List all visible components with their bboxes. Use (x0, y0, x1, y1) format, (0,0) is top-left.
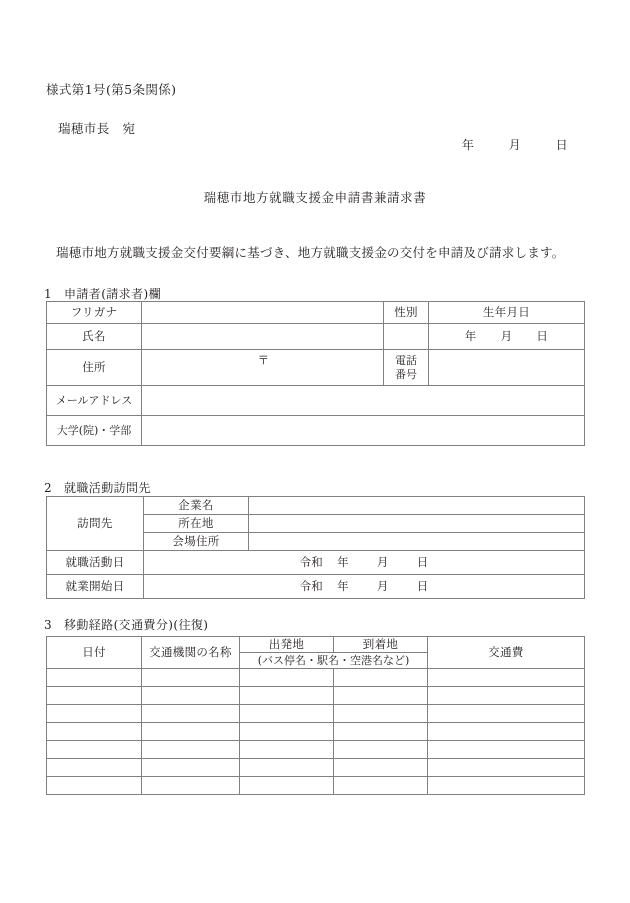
birthdate-month-label: 月 (500, 329, 513, 344)
lead-paragraph: 瑞穂市地方就職支援金交付要綱に基づき、地方就職支援金の交付を申請及び請求します。 (56, 245, 565, 260)
travel-route-table (46, 636, 585, 795)
cell-arrival[interactable] (334, 723, 428, 741)
cell-arrival[interactable] (334, 777, 428, 795)
table-row (47, 551, 585, 575)
table-row (47, 386, 585, 416)
cell-arrival[interactable] (334, 687, 428, 705)
start-date-year-label: 年 (337, 579, 349, 594)
label-company-name: 企業名 (144, 497, 249, 515)
field-activity-date[interactable] (144, 551, 585, 575)
table-row (47, 302, 585, 324)
cell-arrival[interactable] (334, 741, 428, 759)
start-date-month-label: 月 (376, 579, 389, 594)
section-2-heading (44, 479, 151, 496)
cell-date[interactable] (47, 705, 142, 723)
cell-date[interactable] (47, 741, 142, 759)
table-row (47, 777, 585, 795)
cell-date[interactable] (47, 759, 142, 777)
section-1-heading (44, 285, 161, 302)
cell-departure[interactable] (240, 705, 334, 723)
field-gender[interactable] (384, 324, 429, 350)
cell-departure[interactable] (240, 687, 334, 705)
cell-departure[interactable] (240, 741, 334, 759)
field-address[interactable] (142, 350, 384, 386)
cell-departure[interactable] (240, 759, 334, 777)
visit-target-table (46, 496, 585, 599)
section-2-title: 就職活動訪問先 (64, 481, 151, 495)
cell-transport-name[interactable] (142, 723, 240, 741)
cell-transport-name[interactable] (142, 705, 240, 723)
start-date-era: 令和 (299, 579, 324, 594)
page-title: 瑞穂市地方就職支援金申請書兼請求書 (203, 190, 427, 205)
label-start-date: 就業開始日 (47, 575, 144, 599)
table-row (47, 759, 585, 777)
start-date-day-label: 日 (416, 579, 429, 594)
column-header-arrival: 到着地 (334, 637, 428, 653)
label-furigana: フリガナ (47, 302, 142, 324)
table-row (47, 416, 585, 446)
cell-transport-name[interactable] (142, 759, 240, 777)
cell-arrival[interactable] (334, 705, 428, 723)
table-row (47, 705, 585, 723)
label-visit-target: 訪問先 (47, 497, 144, 551)
table-header-row (47, 637, 585, 653)
cell-transport-name[interactable] (142, 669, 240, 687)
cell-departure[interactable] (240, 669, 334, 687)
cell-fare[interactable] (428, 669, 585, 687)
cell-date[interactable] (47, 669, 142, 687)
label-address: 住所 (47, 350, 142, 386)
cell-transport-name[interactable] (142, 687, 240, 705)
column-header-fare: 交通費 (428, 637, 585, 669)
field-birthdate[interactable] (429, 324, 585, 350)
section-3-title: 移動経路(交通費分)(往復) (64, 618, 209, 632)
cell-date[interactable] (47, 687, 142, 705)
birthdate-day-label: 日 (536, 329, 549, 344)
date-year-label: 年 (461, 138, 475, 152)
form-number: 様式第1号(第5条関係) (46, 82, 177, 97)
cell-date[interactable] (47, 777, 142, 795)
cell-transport-name[interactable] (142, 741, 240, 759)
field-start-date[interactable] (144, 575, 585, 599)
applicant-table (46, 301, 585, 446)
submission-date-line (462, 136, 568, 153)
table-row (47, 687, 585, 705)
cell-transport-name[interactable] (142, 777, 240, 795)
table-row (47, 324, 585, 350)
postal-mark-icon: 〒 (257, 353, 270, 367)
field-company-name[interactable] (249, 497, 585, 515)
column-header-transport-name: 交通機関の名称 (142, 637, 240, 669)
label-email: メールアドレス (47, 386, 142, 416)
label-phone (384, 350, 429, 386)
field-name[interactable] (142, 324, 384, 350)
label-phone-line1: 電話 (395, 353, 417, 367)
date-month-label: 月 (508, 138, 522, 152)
label-location: 所在地 (144, 515, 249, 533)
label-activity-date: 就職活動日 (47, 551, 144, 575)
cell-fare[interactable] (428, 777, 585, 795)
date-day-label: 日 (555, 138, 568, 152)
column-header-place-note: (バス停名・駅名・空港名など) (240, 653, 428, 669)
label-university: 大学(院)・学部 (47, 416, 142, 446)
label-gender: 性別 (384, 302, 429, 324)
field-email[interactable] (142, 386, 585, 416)
column-header-departure: 出発地 (240, 637, 334, 653)
table-row (47, 497, 585, 515)
cell-fare[interactable] (428, 687, 585, 705)
field-university[interactable] (142, 416, 585, 446)
field-location[interactable] (249, 515, 585, 533)
table-row (47, 723, 585, 741)
section-1-title: 申請者(請求者)欄 (64, 287, 161, 301)
table-row (47, 741, 585, 759)
activity-date-year-label: 年 (337, 555, 349, 570)
cell-departure[interactable] (240, 777, 334, 795)
birthdate-year-label: 年 (464, 329, 477, 344)
section-1-number: 1 (44, 287, 53, 301)
cell-arrival[interactable] (334, 669, 428, 687)
table-row (47, 350, 585, 386)
section-3-number: 3 (44, 618, 53, 632)
section-3-heading (44, 616, 208, 633)
label-venue-address: 会場住所 (144, 533, 249, 551)
label-birthdate: 生年月日 (429, 302, 585, 324)
cell-fare[interactable] (428, 723, 585, 741)
cell-fare[interactable] (428, 741, 585, 759)
label-phone-line2: 番号 (395, 367, 417, 381)
activity-date-era: 令和 (299, 555, 324, 570)
cell-fare[interactable] (428, 759, 585, 777)
table-row (47, 575, 585, 599)
addressee-line: 瑞穂市長 宛 (58, 121, 136, 136)
cell-departure[interactable] (240, 723, 334, 741)
field-furigana[interactable] (142, 302, 384, 324)
section-2-number: 2 (44, 481, 53, 495)
table-row (47, 669, 585, 687)
cell-date[interactable] (47, 723, 142, 741)
field-venue-address[interactable] (249, 533, 585, 551)
cell-fare[interactable] (428, 705, 585, 723)
activity-date-day-label: 日 (416, 555, 429, 570)
cell-arrival[interactable] (334, 759, 428, 777)
activity-date-month-label: 月 (376, 555, 389, 570)
field-phone[interactable] (429, 350, 585, 386)
label-name: 氏名 (47, 324, 142, 350)
column-header-date: 日付 (47, 637, 142, 669)
